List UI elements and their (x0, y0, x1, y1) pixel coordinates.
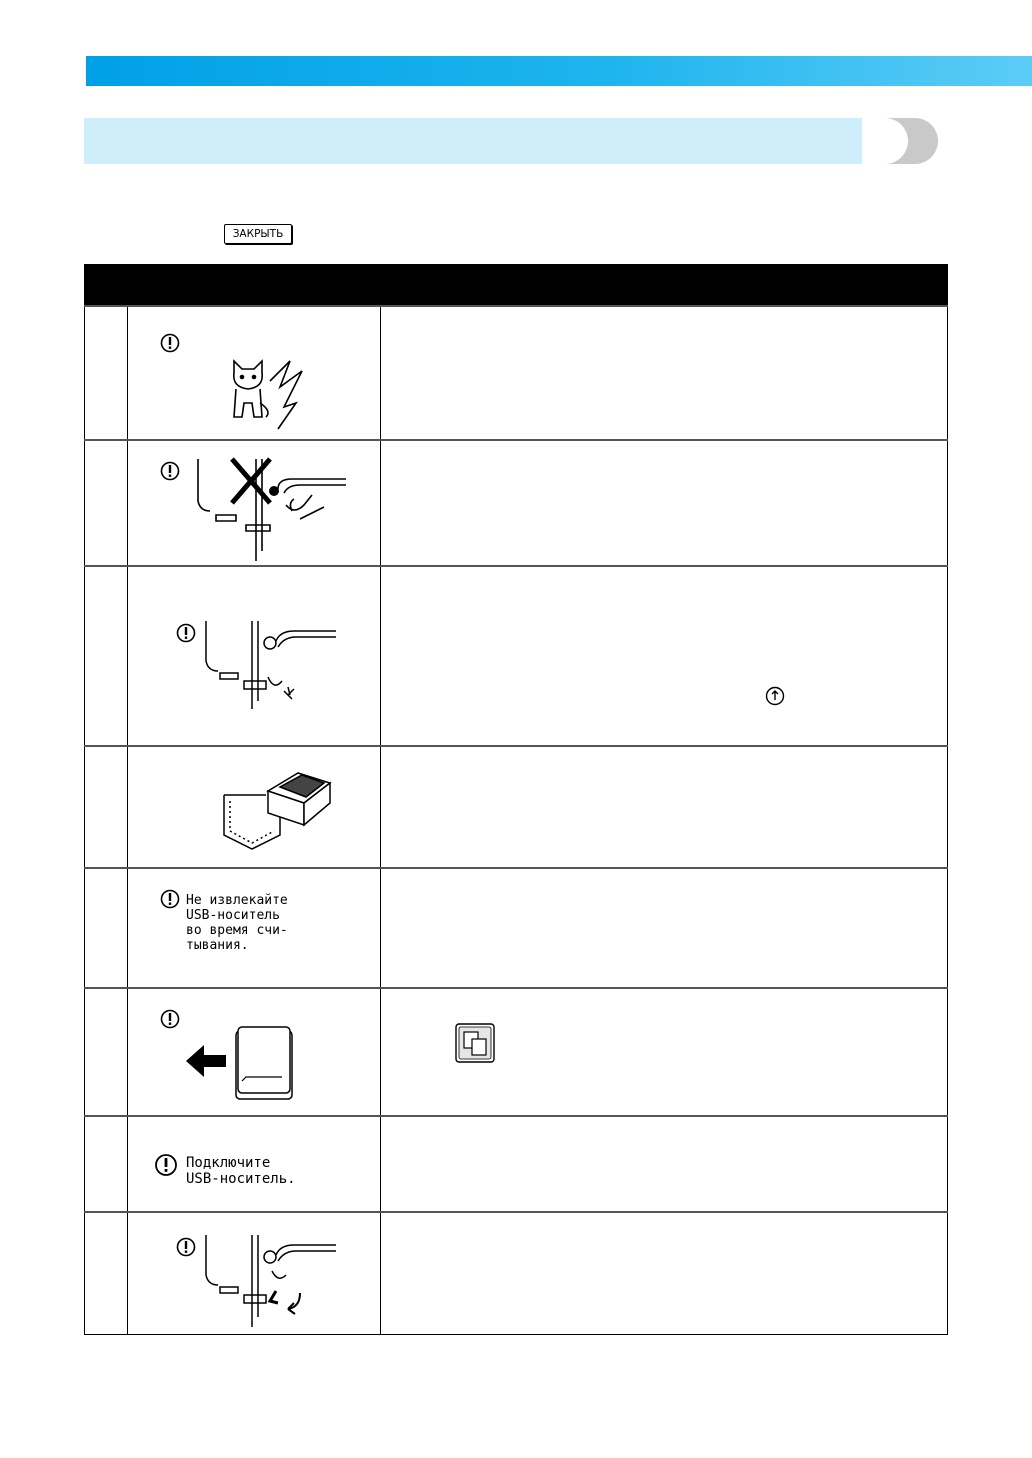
row-number-cell (85, 1212, 128, 1334)
column-header-message (128, 265, 381, 307)
screen-message-text: Не извлекайте USB-носитель во время счи- тывания. (186, 893, 288, 953)
row-description-cell (381, 1116, 948, 1212)
memory-copy-icon (455, 1023, 495, 1063)
presser-foot-buttonhole-lever-icon (204, 617, 344, 713)
row-illustration-cell (128, 566, 381, 746)
row-illustration-cell (128, 746, 381, 868)
row-description-cell (381, 440, 948, 566)
section-band-knob-inner (862, 118, 908, 164)
needle-crossed-presser-lever-icon (196, 455, 366, 563)
alert-icon (160, 889, 180, 909)
row-number-cell (85, 566, 128, 746)
alert-icon (176, 1237, 196, 1257)
row-description-cell (381, 566, 948, 746)
column-header-description (381, 265, 948, 307)
row-illustration-cell (128, 306, 381, 440)
row-number-cell (85, 988, 128, 1116)
row-number-cell (85, 306, 128, 440)
alert-icon (154, 1153, 178, 1177)
table-row (85, 868, 948, 988)
presser-lever-down-icon (204, 1231, 344, 1331)
table-row (85, 1212, 948, 1334)
row-number-cell (85, 868, 128, 988)
row-illustration-cell (128, 440, 381, 566)
row-illustration-cell (128, 868, 381, 988)
row-description-cell (381, 1212, 948, 1334)
row-description-cell (381, 868, 948, 988)
column-header-number (85, 265, 128, 307)
row-description-cell (381, 988, 948, 1116)
cat-with-lightning-icon (220, 351, 330, 431)
row-number-cell (85, 1116, 128, 1212)
alert-icon (160, 461, 180, 481)
alert-icon (160, 333, 180, 353)
row-description-cell (381, 306, 948, 440)
row-illustration-cell (128, 1212, 381, 1334)
row-number-cell (85, 440, 128, 566)
table-row (85, 440, 948, 566)
alert-icon (160, 1009, 180, 1029)
top-color-bar (86, 56, 1032, 86)
arrow-to-card-icon (184, 1025, 304, 1105)
row-illustration-cell (128, 988, 381, 1116)
table-row (85, 306, 948, 440)
row-illustration-cell (128, 1116, 381, 1212)
table-row (85, 566, 948, 746)
row-description-cell (381, 746, 948, 868)
table-row (85, 988, 948, 1116)
close-key-glyph: ЗАКРЫТЬ (224, 224, 292, 244)
screen-message-text: Подключите USB-носитель. (186, 1155, 296, 1187)
error-message-table (84, 264, 948, 1335)
table-row (85, 746, 948, 868)
pocket-with-box-icon (220, 769, 340, 851)
section-title-band (84, 118, 884, 164)
row-number-cell (85, 746, 128, 868)
alert-icon (176, 623, 196, 643)
table-row (85, 1116, 948, 1212)
needle-position-icon (764, 685, 786, 707)
